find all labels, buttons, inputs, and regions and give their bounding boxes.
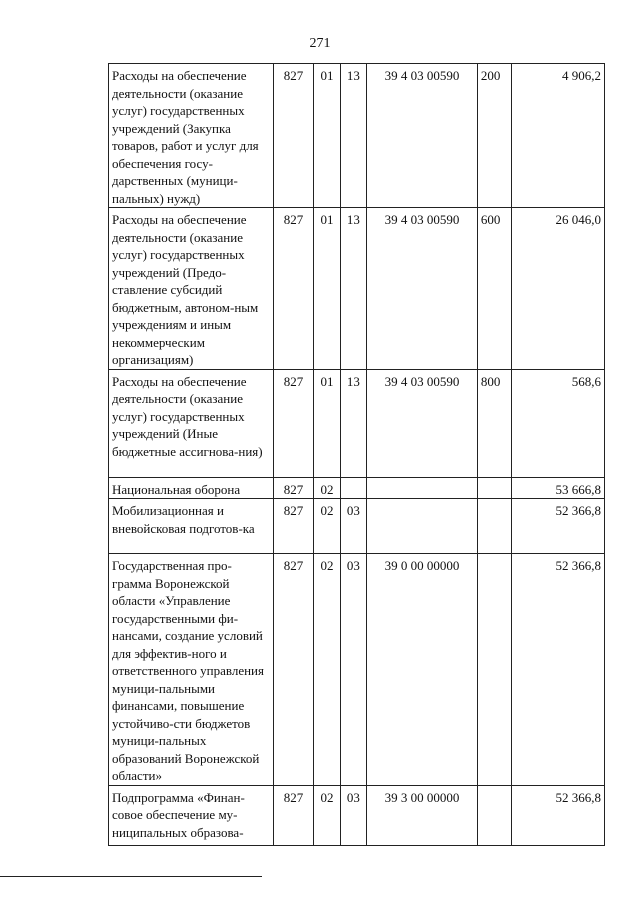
table-row [109,64,605,208]
table-row [109,369,605,477]
expenditure-name-cell: Расходы на обеспечение деятельности (оказание услуг) государственных учреждений (Закупка товаров, работ и услуг для обеспечения госу-дарственных (муници-пальных) нужд) [109,64,274,208]
target-article-cell: 39 4 03 00590 [367,64,478,208]
footnote-divider [0,876,262,877]
section-cell: 02 [314,785,340,845]
expense-type-cell [477,554,512,786]
expense-type-cell [477,785,512,845]
target-article-cell: 39 4 03 00590 [367,369,478,477]
section-cell: 01 [314,64,340,208]
expenditure-name-cell: Мобилизационная и вневойсковая подготов-ка [109,499,274,554]
subsection-cell: 13 [340,369,366,477]
table-row [109,785,605,845]
amount-cell: 52 366,8 [512,785,605,845]
expenditure-name-cell: Подпрограмма «Финан-совое обеспечение му-ниципальных образова- [109,785,274,845]
ministry-code-cell: 827 [273,64,314,208]
table-row [109,208,605,370]
budget-expenditure-table [108,63,605,846]
ministry-code-cell: 827 [273,785,314,845]
amount-cell: 52 366,8 [512,499,605,554]
amount-cell: 568,6 [512,369,605,477]
table-row [109,477,605,499]
target-article-cell: 39 0 00 00000 [367,554,478,786]
subsection-cell: 03 [340,554,366,786]
target-article-cell: 39 4 03 00590 [367,208,478,370]
section-cell: 01 [314,369,340,477]
amount-cell: 26 046,0 [512,208,605,370]
expenditure-name-cell: Расходы на обеспечение деятельности (оказание услуг) государственных учреждений (Иные бюджетные ассигнова-ния) [109,369,274,477]
section-cell: 02 [314,554,340,786]
section-cell: 02 [314,499,340,554]
subsection-cell: 03 [340,499,366,554]
section-cell: 02 [314,477,340,499]
amount-cell: 53 666,8 [512,477,605,499]
expense-type-cell: 600 [477,208,512,370]
amount-cell: 52 366,8 [512,554,605,786]
ministry-code-cell: 827 [273,369,314,477]
target-article-cell [367,499,478,554]
target-article-cell: 39 3 00 00000 [367,785,478,845]
expense-type-cell [477,499,512,554]
subsection-cell: 13 [340,208,366,370]
expenditure-name-cell: Расходы на обеспечение деятельности (оказание услуг) государственных учреждений (Предо-ставление субсидий бюджетным, автоном-ным учреждениям и иным некоммерческим организациям) [109,208,274,370]
expenditure-name-cell: Государственная про-грамма Воронежской области «Управление государственными фи-нансами, создание условий для эффектив-ного и ответственного управления муници-пальными финансами, повышение устойчиво-сти бюджетов муници-пальных образований Воронежской области» [109,554,274,786]
expenditure-name-cell: Национальная оборона [109,477,274,499]
table-row [109,499,605,554]
page-number: 271 [309,36,331,51]
expense-type-cell: 800 [477,369,512,477]
table-row [109,554,605,786]
ministry-code-cell: 827 [273,499,314,554]
ministry-code-cell: 827 [273,208,314,370]
expense-type-cell [477,477,512,499]
target-article-cell [367,477,478,499]
ministry-code-cell: 827 [273,477,314,499]
amount-cell: 4 906,2 [512,64,605,208]
subsection-cell: 03 [340,785,366,845]
subsection-cell: 13 [340,64,366,208]
ministry-code-cell: 827 [273,554,314,786]
expense-type-cell: 200 [477,64,512,208]
section-cell: 01 [314,208,340,370]
subsection-cell [340,477,366,499]
